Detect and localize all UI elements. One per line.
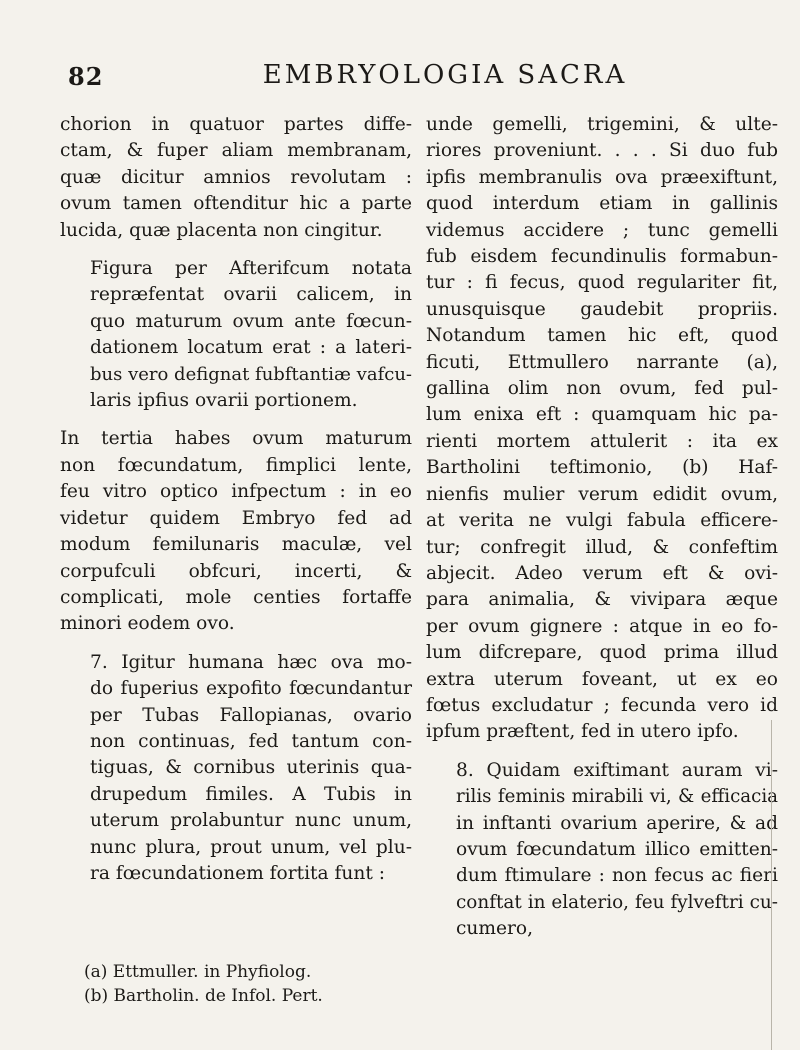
text-line: 7. Igitur humana hæc ova mo- <box>90 651 412 673</box>
text-line: quæ dicitur amnios revolutam : <box>60 166 412 188</box>
text-line: bus vero defignat fubftantiæ vafcu- <box>90 363 412 385</box>
text-line: in inftanti ovarium aperire, & ad <box>456 812 778 834</box>
text-line: rienti mortem attulerit : ita ex <box>426 430 778 452</box>
text-line: ovum tamen oftenditur hic a parte <box>60 193 412 215</box>
text-line: non continuas, fed tantum con- <box>90 730 412 752</box>
text-line: drupedum fimiles. A Tubis in <box>90 783 412 805</box>
text-line: unde gemelli, trigemini, & ulte- <box>426 114 778 135</box>
text-line: tiguas, & cornibus uterinis qua- <box>90 757 412 779</box>
paragraph <box>60 426 412 637</box>
text-line: extra uterum foveant, ut ex eo <box>426 668 778 690</box>
text-line: Notandum tamen hic eft, quod <box>426 325 778 347</box>
paragraph <box>426 758 778 943</box>
text-line: fub eisdem fecundinulis formabun- <box>426 246 778 268</box>
paragraph <box>426 112 778 746</box>
text-line: minori eodem ovo. <box>60 613 235 635</box>
text-line: gallina olim non ovum, fed pul- <box>426 378 778 400</box>
text-line: In tertia habes ovum maturum <box>60 428 412 450</box>
text-line: ovum fœcundatum illico emitten- <box>456 838 778 860</box>
text-line: quod interdum etiam in gallinis <box>426 193 778 215</box>
text-line: nunc plura, prout unum, vel plu- <box>90 836 412 858</box>
text-line: ctam, & fuper aliam membranam, <box>60 140 412 162</box>
footnote-a: (a) Ettmuller. in Phyfiolog. <box>84 962 312 982</box>
text-line: conftat in elaterio, feu fylveftri cu- <box>456 891 778 913</box>
text-line: nienfis mulier verum edidit ovum, <box>426 483 778 505</box>
text-line: lum difcrepare, quod prima illud <box>426 642 778 664</box>
text-line: chorion in quatuor partes diffe- <box>60 114 412 135</box>
text-line: dationem locatum erat : a lateri- <box>90 337 412 359</box>
text-line: per ovum gignere : atque in eo fo- <box>426 615 778 637</box>
text-line: dum ftimulare : non fecus ac fieri <box>456 865 778 887</box>
page-edge-shadow <box>771 720 776 1050</box>
text-line: 8. Quidam exiftimant auram vi- <box>456 759 778 781</box>
text-line: lum enixa eft : quamquam hic pa- <box>426 404 778 426</box>
paragraph <box>60 256 412 414</box>
text-line: unusquisque gaudebit propriis. <box>426 298 778 320</box>
text-line: repræfentat ovarii calicem, in <box>90 284 412 306</box>
text-line: corpufculi obfcuri, incerti, & <box>60 560 412 582</box>
text-line: quo maturum ovum ante fœcun- <box>90 310 412 332</box>
page-header <box>60 58 760 92</box>
text-line: tur; confregit illud, & confeftim <box>426 536 778 558</box>
text-line: tur : fi fecus, quod regulariter fit, <box>426 272 778 294</box>
text-line: riores proveniunt. . . . Si duo fub <box>426 140 778 162</box>
page-number: 82 <box>68 62 104 91</box>
text-line: Bartholini teftimonio, (b) Haf- <box>426 457 778 479</box>
text-line: at verita ne vulgi fabula efficere- <box>426 510 778 532</box>
paragraph <box>60 112 412 244</box>
text-line: per Tubas Fallopianas, ovario <box>90 704 412 726</box>
text-line: uterum prolabuntur nunc unum, <box>90 810 412 832</box>
text-line: para animalia, & vivipara æque <box>426 589 778 611</box>
right-column <box>426 112 778 955</box>
footnote-b: (b) Bartholin. de Infol. Pert. <box>84 986 323 1006</box>
text-line: feu vitro optico infpectum : in eo <box>60 481 412 503</box>
text-line: rilis feminis mirabili vi, & efficacia <box>456 786 778 808</box>
text-line: laris ipfius ovarii portionem. <box>90 390 358 412</box>
text-line: modum femilunaris maculæ, vel <box>60 534 412 556</box>
footnotes <box>84 960 484 1008</box>
text-line: lucida, quæ placenta non cingitur. <box>60 219 383 241</box>
paragraph <box>60 650 412 888</box>
text-line: cumero, <box>456 918 534 940</box>
text-line: fœtus excludatur ; fecunda vero id <box>426 694 778 716</box>
text-line: non fœcundatum, fimplici lente, <box>60 454 412 476</box>
text-line: Figura per Afterifcum notata <box>90 258 412 280</box>
text-line: ipfis membranulis ova præexiftunt, <box>426 166 778 188</box>
text-line: abjecit. Adeo verum eft & ovi- <box>426 562 778 584</box>
text-line: ra fœcundationem fortita funt : <box>90 862 385 884</box>
text-line: ficuti, Ettmullero narrante (a), <box>426 351 778 373</box>
text-line: videtur quidem Embryo fed ad <box>60 507 412 529</box>
text-line: complicati, mole centies fortaffe <box>60 586 412 608</box>
text-line: videmus accidere ; tunc gemelli <box>426 219 778 241</box>
left-column <box>60 112 412 899</box>
text-line: do fuperius expofito fœcundantur <box>90 678 412 700</box>
text-line: ipfum præftent, fed in utero ipfo. <box>426 721 739 743</box>
running-title: EMBRYOLOGIA SACRA <box>262 60 628 90</box>
